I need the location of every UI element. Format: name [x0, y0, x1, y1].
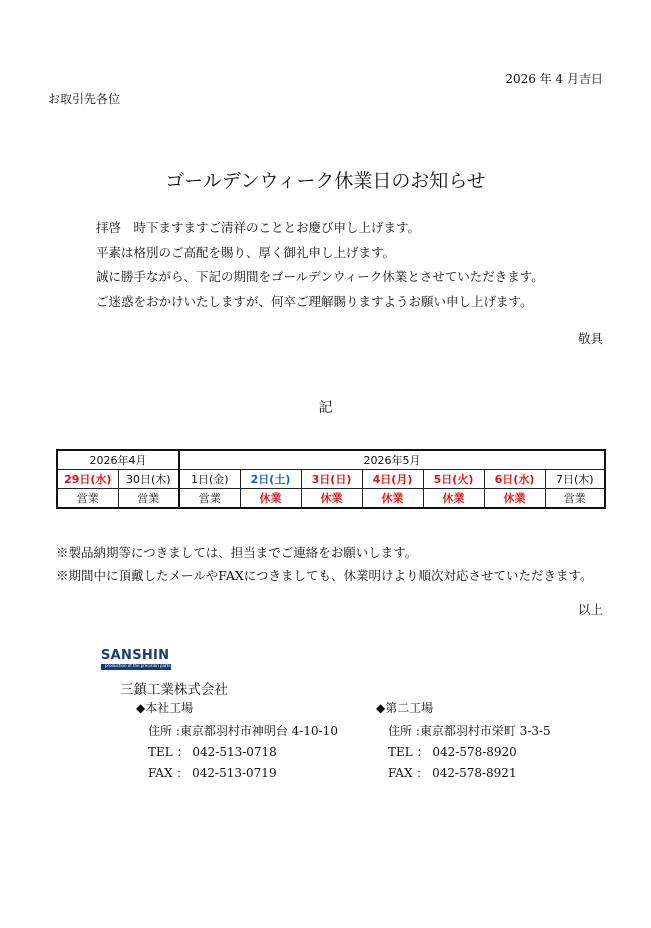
day-cell: 1日(金) [179, 470, 240, 489]
day-cell: 4日(月) [362, 470, 423, 489]
status-cell: 営業 [57, 489, 118, 509]
issue-date: 2026 年 4 月吉日 [505, 72, 603, 86]
status-row [57, 489, 605, 509]
status-cell: 休業 [240, 489, 301, 509]
ki-marker: 記 [318, 400, 333, 416]
day-cell: 5日(火) [423, 470, 484, 489]
day-cell: 3日(日) [301, 470, 362, 489]
page-title: ゴールデンウィーク休業日のお知らせ [165, 170, 486, 192]
status-cell: 営業 [179, 489, 240, 509]
day-cell: 7日(木) [545, 470, 605, 489]
office-address: 住所 :東京都羽村市神明台 4-10-10 [148, 724, 338, 738]
office-honsha [136, 698, 338, 784]
office-tel: TEL ： 042-578-8920 [388, 745, 517, 759]
month-header-april: 2026年4月 [57, 450, 179, 470]
office-fax: FAX ： 042-513-0719 [148, 766, 277, 780]
status-cell: 休業 [362, 489, 423, 509]
day-cell: 6日(水) [484, 470, 545, 489]
notes [56, 541, 593, 587]
status-cell: 休業 [301, 489, 362, 509]
status-cell: 休業 [484, 489, 545, 509]
closing-ijo: 以上 [577, 602, 603, 617]
logo-bar [101, 664, 171, 670]
body-line: ご迷惑をおかけいたしますが、何卒ご理解賜りますようお願い申し上げます。 [96, 293, 533, 309]
status-cell: 営業 [545, 489, 605, 509]
logo-tagline: production of the precision parts [105, 663, 171, 668]
company-name: 三鎮工業株式会社 [120, 682, 228, 698]
office-daini [376, 698, 551, 784]
day-cell: 30日(木) [118, 470, 179, 489]
month-header-may: 2026年5月 [179, 450, 605, 470]
day-row [57, 470, 605, 489]
office-name: ◆第二工場 [376, 701, 434, 715]
company-logo [101, 648, 171, 670]
logo-text: SANSHIN [101, 648, 170, 663]
office-fax: FAX ： 042-578-8921 [388, 766, 517, 780]
day-cell: 2日(土) [240, 470, 301, 489]
note-line: ※製品納期等につきましては、担当までご連絡をお願いします。 [56, 545, 418, 560]
closing-keigu: 敬具 [577, 331, 603, 346]
note-line: ※期間中に頂戴したメールやFAXにつきましても、休業明けより順次対応させていただきます。 [56, 568, 593, 583]
office-name: ◆本社工場 [136, 701, 194, 715]
office-tel: TEL ： 042-513-0718 [148, 745, 277, 759]
body-line: 平素は格別のご高配を賜り、厚く御礼申し上げます。 [96, 244, 396, 260]
status-cell: 営業 [118, 489, 179, 509]
office-address: 住所 :東京都羽村市栄町 3-3-5 [388, 724, 551, 738]
recipient: お取引先各位 [48, 92, 121, 106]
status-cell: 休業 [423, 489, 484, 509]
day-cell: 29日(水) [57, 470, 118, 489]
body-line: 拝啓 時下ますますご清祥のこととお慶び申し上げます。 [96, 220, 421, 235]
body-text [96, 216, 544, 314]
body-line: 誠に勝手ながら、下記の期間をゴールデンウィーク休業とさせていただきます。 [96, 269, 544, 284]
holiday-calendar-table [56, 449, 606, 509]
